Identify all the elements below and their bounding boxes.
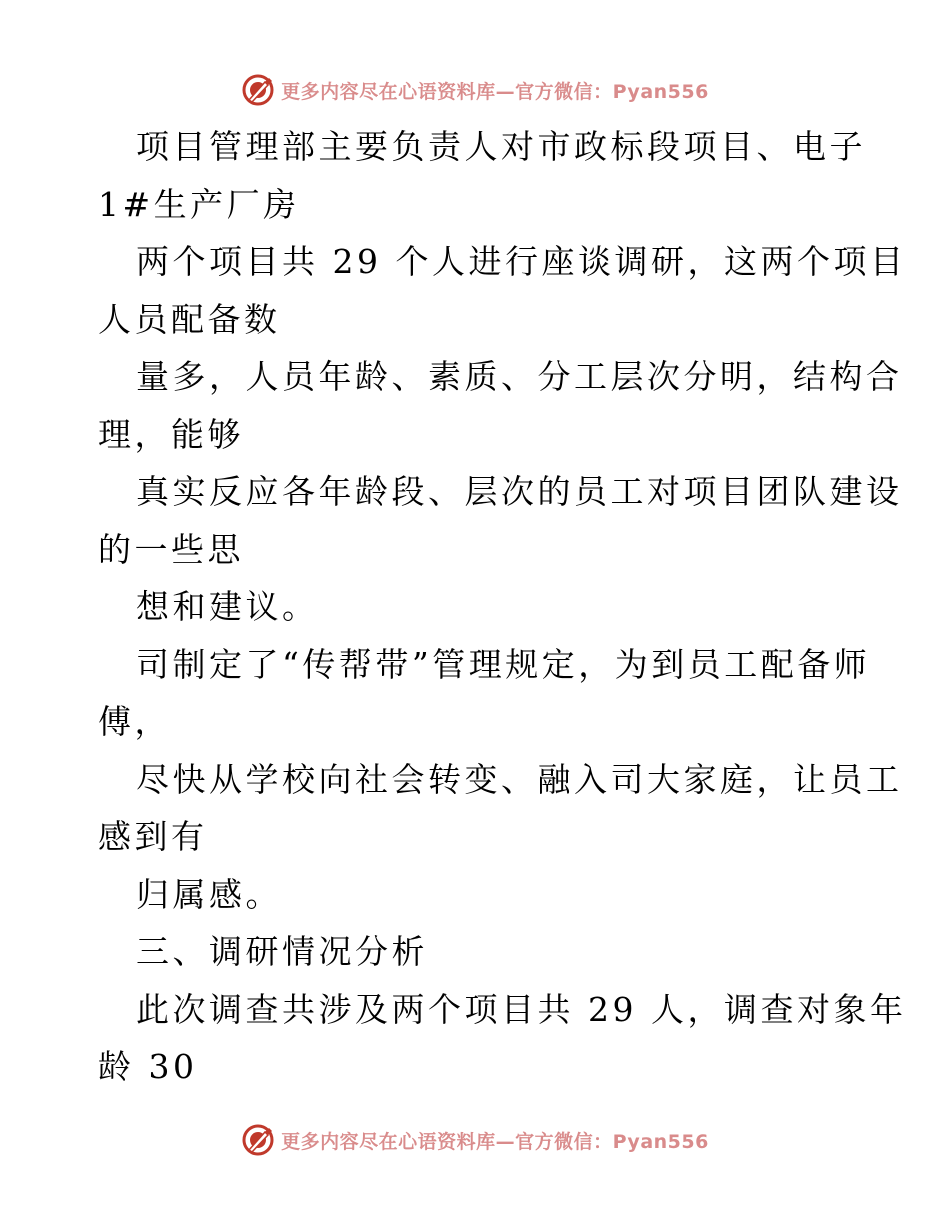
- text-line: 龄 30: [98, 1047, 198, 1086]
- text-line: 两个项目共 29 个人进行座谈调研，这两个项目: [136, 242, 907, 281]
- text-line: 此次调查共涉及两个项目共 29 人，调查对象年: [136, 989, 907, 1029]
- text-line: 理，能够: [98, 414, 244, 454]
- text-line: 人员配备数: [98, 299, 281, 339]
- text-line: 感到有: [98, 817, 208, 856]
- footer-banner: [0, 1120, 950, 1160]
- section-heading: 三、调研情况分析: [136, 932, 428, 971]
- pen-logo-icon: [241, 1123, 275, 1157]
- footer-banner-text: 更多内容尽在心语资料库—官方微信：Pyan556: [281, 1130, 709, 1153]
- text-line: 想和建议。: [136, 587, 319, 626]
- text-line: 傅，: [98, 702, 171, 741]
- text-line: 项目管理部主要负责人对市政标段项目、电子: [136, 127, 866, 166]
- text-line: 归属感。: [136, 874, 282, 914]
- text-line: 尽快从学校向社会转变、融入司大家庭，让员工: [136, 759, 903, 799]
- text-line: 量多，人员年龄、素质、分工层次分明，结构合: [136, 357, 903, 396]
- document-body: [98, 118, 907, 1096]
- text-line: 司制定了“传帮带”管理规定，为到员工配备师: [136, 644, 871, 684]
- text-line: 真实反应各年龄段、层次的员工对项目团队建设: [136, 472, 903, 511]
- text-line: 1#生产厂房: [98, 184, 300, 224]
- pen-logo-icon: [241, 73, 275, 107]
- text-line: 的一些思: [98, 529, 244, 569]
- header-banner: [0, 70, 950, 110]
- header-banner-text: 更多内容尽在心语资料库—官方微信：Pyan556: [281, 80, 709, 103]
